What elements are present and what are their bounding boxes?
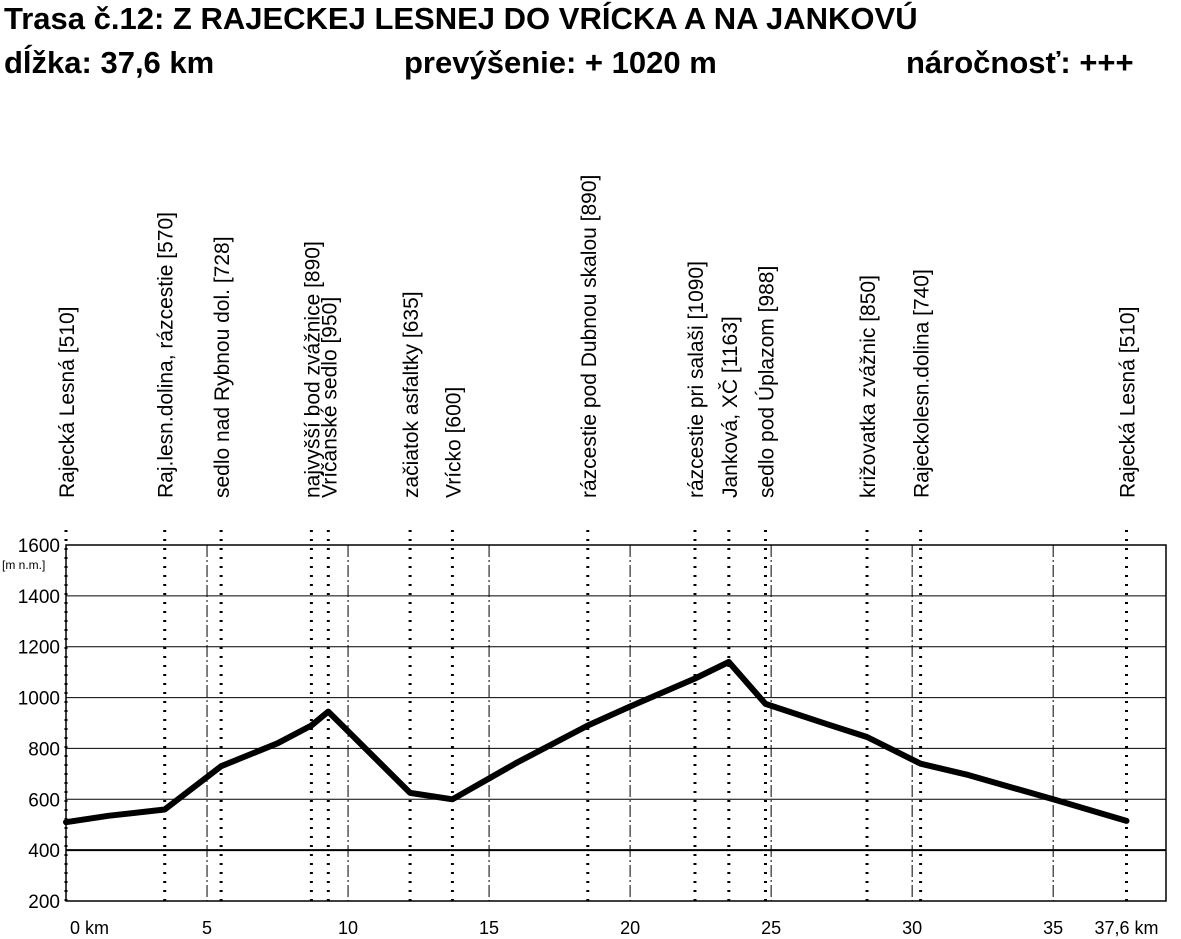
waypoint-label: rázcestie pri salaši [1090] (684, 261, 708, 498)
x-tick-label: 10 (338, 918, 359, 938)
waypoint-label: križovatka zvážnic [850] (857, 275, 881, 498)
x-tick-label: 25 (761, 918, 782, 938)
route-title: Trasa č.12: Z RAJECKEJ LESNEJ DO VRÍCKA A NA JANKOVÚ (4, 1, 918, 36)
grid (66, 545, 1166, 901)
x-tick-label: 35 (1043, 918, 1064, 938)
y-tick-label: 1000 (17, 688, 60, 710)
waypoint-label: Vríčanské sedlo [950] (318, 296, 342, 498)
elevation-series (66, 662, 1127, 822)
waypoint-label: sedlo nad Rybnou dol. [728] (211, 236, 235, 498)
waypoint-markers (66, 530, 1127, 901)
route-climb: prevýšenie: + 1020 m (404, 45, 717, 80)
waypoint-label: Rajeckolesn.dolina [740] (910, 269, 934, 498)
x-tick-label: 20 (620, 918, 641, 938)
y-tick-label: 600 (28, 790, 60, 812)
x-tick-label: 15 (479, 918, 500, 938)
route-distance: dĺžka: 37,6 km (4, 45, 215, 80)
waypoint-label: začiatok asfaltky [635] (400, 291, 424, 498)
waypoint-label: Janková, XČ [1163] (718, 316, 742, 498)
waypoint-label: Rajecká Lesná [510] (1116, 306, 1140, 498)
waypoint-label: Raj.lesn.dolina, rázcestie [570] (154, 211, 178, 498)
x-tick-label: 0 km (70, 918, 110, 938)
waypoint-label: Vrícko [600] (442, 386, 466, 498)
elevation-line (66, 662, 1127, 822)
x-tick-label: 30 (902, 918, 923, 938)
y-tick-label: 800 (28, 739, 60, 761)
y-tick-label: 400 (28, 841, 60, 863)
waypoint-label: sedlo pod Úplazom [988] (755, 265, 779, 498)
waypoint-labels (56, 175, 1140, 498)
x-tick-label: 5 (202, 918, 213, 938)
waypoint-label: Rajecká Lesná [510] (56, 306, 79, 498)
y-tick-label: 1400 (17, 586, 60, 608)
route-difficulty: náročnosť: +++ (906, 45, 1134, 80)
y-tick-label: 200 (28, 892, 60, 913)
x-tick-label: 37,6 km (1094, 918, 1159, 938)
y-tick-label: 1200 (17, 637, 60, 659)
plot-frame (66, 545, 1166, 901)
y-axis-unit-label: [m n.m.] (2, 558, 46, 572)
waypoint-label: najvyšší bod zvážnice [890] (301, 241, 325, 498)
y-tick-label: 1600 (17, 536, 60, 557)
waypoint-label: rázcestie pod Dubnou skalou [890] (577, 174, 601, 498)
